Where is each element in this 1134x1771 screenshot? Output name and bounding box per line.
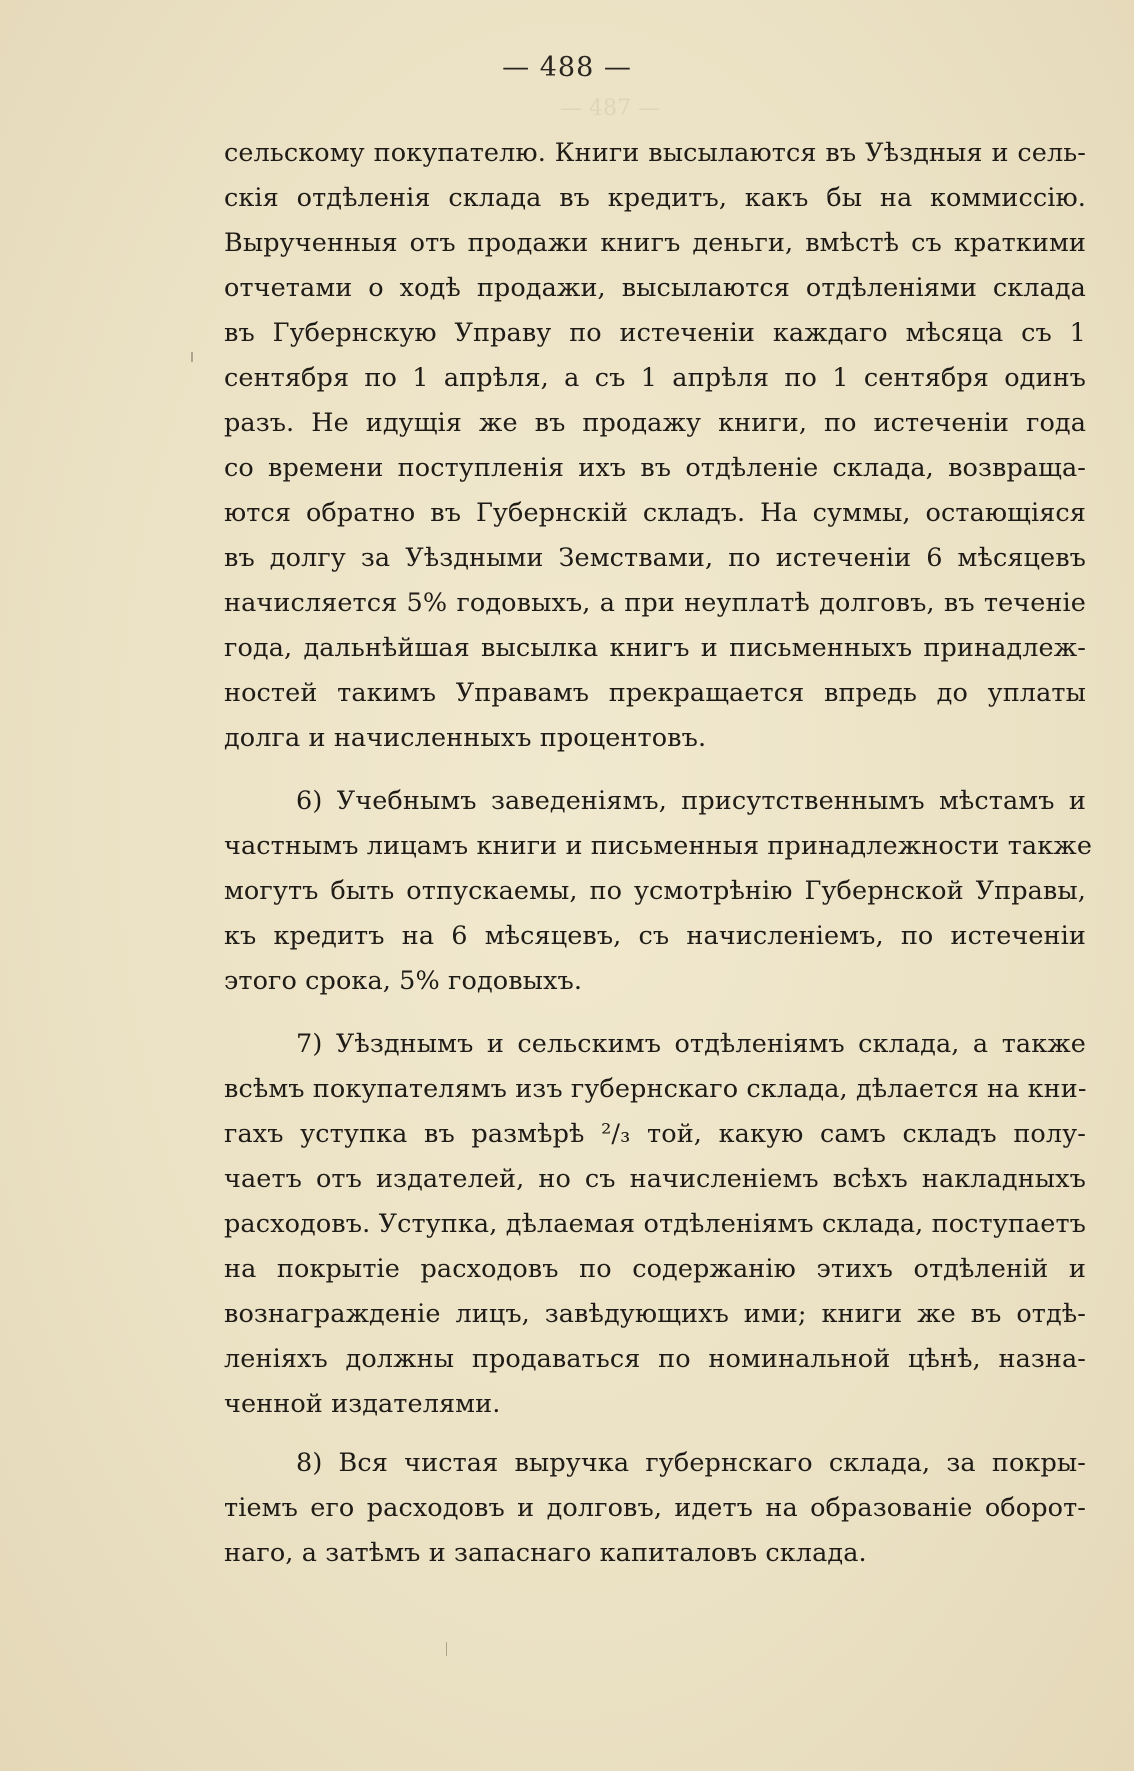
text-line: разъ. Не идущія же въ продажу книги, по истеченіи года bbox=[224, 408, 1086, 438]
text-line: въ Губернскую Управу по истеченіи каждаго мѣсяца съ 1 bbox=[224, 318, 1086, 348]
bleed-through-mark: — 487 — bbox=[560, 96, 660, 121]
paragraph bbox=[224, 131, 1086, 761]
text-line: ются обратно въ Губернскій складъ. На суммы, остающіяся bbox=[224, 498, 1086, 528]
text-line: могутъ быть отпускаемы, по усмотрѣнію Губернской Управы, bbox=[224, 876, 1086, 906]
text-line: ченной издателями. bbox=[224, 1389, 501, 1419]
text-line: въ долгу за Уѣздными Земствами, по истеченіи 6 мѣсяцевъ bbox=[224, 543, 1086, 573]
text-line: начисляется 5% годовыхъ, а при неуплатѣ долговъ, въ теченіе bbox=[224, 588, 1086, 618]
text-line: 7) Уѣзднымъ и сельскимъ отдѣленіямъ склада, а также bbox=[296, 1029, 1086, 1059]
text-line: чаетъ отъ издателей, но съ начисленіемъ всѣхъ накладныхъ bbox=[224, 1164, 1086, 1194]
text-line: 8) Вся чистая выручка губернскаго склада, за покры- bbox=[296, 1448, 1086, 1478]
text-line: сельскому покупателю. Книги высылаются въ Уѣздныя и сель- bbox=[224, 138, 1086, 168]
text-line: на покрытіе расходовъ по содержанію этихъ отдѣленій и bbox=[224, 1254, 1086, 1284]
text-line: къ кредитъ на 6 мѣсяцевъ, съ начисленіемъ, по истеченіи bbox=[224, 921, 1086, 951]
text-line: сентября по 1 апрѣля, а съ 1 апрѣля по 1 сентября одинъ bbox=[224, 363, 1086, 393]
text-line: 6) Учебнымъ заведеніямъ, присутственнымъ мѣстамъ и bbox=[296, 786, 1086, 816]
text-line: этого срока, 5% годовыхъ. bbox=[224, 966, 583, 996]
text-line: частнымъ лицамъ книги и письменныя принадлежности также bbox=[224, 831, 1093, 861]
text-line: отчетами о ходѣ продажи, высылаются отдѣленіями склада bbox=[224, 273, 1086, 303]
text-line: наго, а затѣмъ и запаснаго капиталовъ склада. bbox=[224, 1538, 867, 1568]
page-number: — 488 — bbox=[502, 52, 632, 83]
text-line: года, дальнѣйшая высылка книгъ и письменныхъ принадлеж- bbox=[224, 633, 1086, 663]
text-line: долга и начисленныхъ процентовъ. bbox=[224, 723, 707, 753]
ink-speck bbox=[446, 1642, 447, 1656]
body-text bbox=[224, 131, 1093, 1576]
text-line: скія отдѣленія склада въ кредитъ, какъ бы на коммиссію. bbox=[224, 183, 1086, 213]
text-line: всѣмъ покупателямъ изъ губернскаго склада, дѣлается на кни- bbox=[224, 1074, 1087, 1104]
text-line: со времени поступленія ихъ въ отдѣленіе склада, возвраща- bbox=[224, 453, 1086, 483]
text-line: леніяхъ должны продаваться по номинальной цѣнѣ, назна- bbox=[224, 1344, 1086, 1374]
paragraph bbox=[224, 1441, 1086, 1576]
ink-speck bbox=[191, 352, 193, 362]
text-line: тіемъ его расходовъ и долговъ, идетъ на образованіе оборот- bbox=[224, 1493, 1086, 1523]
paragraph bbox=[224, 1022, 1086, 1427]
text-line: вознагражденіе лицъ, завѣдующихъ ими; книги же въ отдѣ- bbox=[224, 1299, 1086, 1329]
text-line: гахъ уступка въ размѣрѣ ²/₃ той, какую самъ складъ полу- bbox=[224, 1119, 1086, 1149]
paragraph bbox=[224, 779, 1093, 1004]
text-line: Вырученныя отъ продажи книгъ деньги, вмѣстѣ съ краткими bbox=[224, 228, 1086, 258]
text-line: ностей такимъ Управамъ прекращается впредь до уплаты bbox=[224, 678, 1086, 708]
text-line: расходовъ. Уступка, дѣлаемая отдѣленіямъ склада, поступаетъ bbox=[224, 1209, 1086, 1239]
